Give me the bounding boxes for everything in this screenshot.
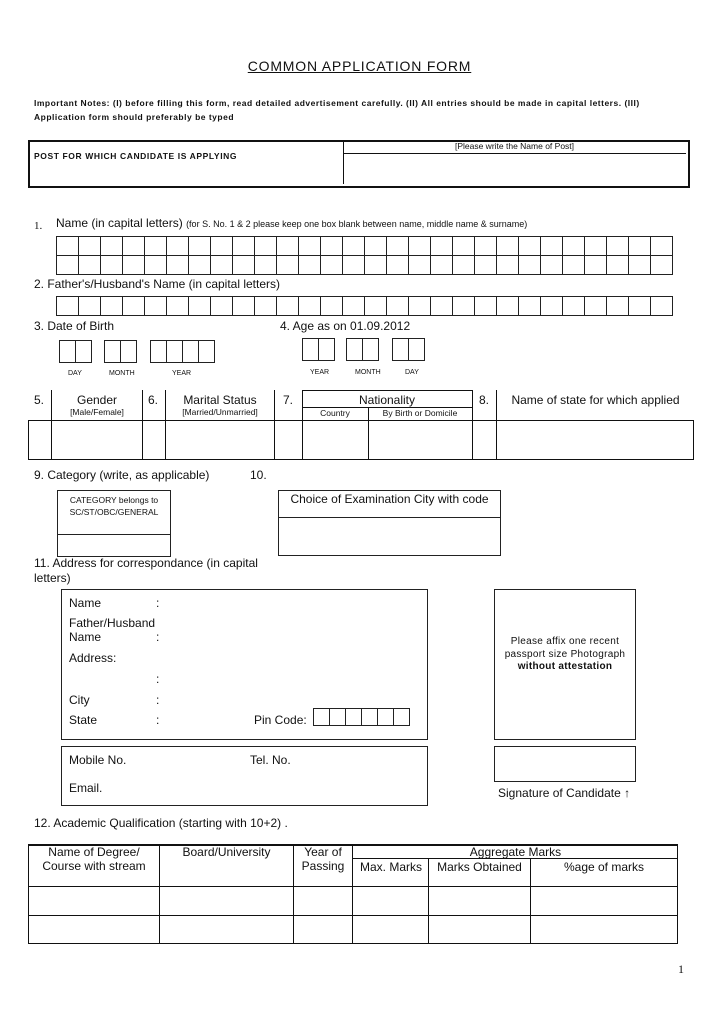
domicile-input[interactable] [369,422,471,459]
letter-box[interactable] [431,256,453,275]
letter-box[interactable] [607,256,629,275]
q12-label: 12. Academic Qualification (starting with 10+2) . [34,816,288,830]
form-title: COMMON APPLICATION FORM [247,58,472,74]
letter-box[interactable] [79,256,101,275]
letter-box[interactable] [541,237,563,256]
addr-name-label: Name [69,596,102,610]
post-hint: [Please write the Name of Post] [454,141,575,151]
letter-box[interactable] [629,297,651,316]
letter-box[interactable] [277,256,299,275]
letter-box[interactable] [387,256,409,275]
letter-box[interactable] [299,237,321,256]
letter-box[interactable] [651,256,673,275]
letter-box[interactable] [651,297,673,316]
addr-state-colon: : [156,713,160,727]
letter-box[interactable] [563,237,585,256]
letter-box[interactable] [629,256,651,275]
q4-label: 4. Age as on 01.09.2012 [280,319,411,333]
page-number: 1 [678,962,684,976]
age-month-boxes[interactable] [346,338,378,366]
letter-box[interactable] [189,297,211,316]
letter-box[interactable] [607,237,629,256]
letter-box[interactable] [189,256,211,275]
category-divider [57,534,171,535]
col-board: Board/University [182,845,271,859]
letter-box[interactable] [585,256,607,275]
exam-city-divider [278,517,501,518]
letter-box[interactable] [563,256,585,275]
age-year-label: YEAR [310,369,330,376]
letter-box[interactable] [211,297,233,316]
exam-city-label: Choice of Examination City with code [290,492,489,506]
q6-number: 6. [148,393,159,407]
letter-box[interactable] [101,237,123,256]
letter-box[interactable] [211,237,233,256]
letter-box[interactable] [409,256,431,275]
letter-box[interactable] [167,297,189,316]
letter-box[interactable] [101,297,123,316]
contact-input[interactable] [130,750,420,800]
post-label: POST FOR WHICH CANDIDATE IS APPLYING [34,151,238,161]
letter-box[interactable] [123,256,145,275]
q11-label: 11. Address for correspondance (in capital letters) [34,556,258,585]
col-degree: Name of Degree/ Course with stream [42,845,146,873]
important-notes: Important Notes: (I) before filling this form, read detailed advertisement carefully. (II) All entries should be made in capital letters. (III) Application form should preferably be typed [34,98,640,122]
state-input[interactable] [497,422,692,459]
letter-box[interactable] [299,256,321,275]
signature-label: Signature of Candidate ↑ [498,786,631,800]
dob-year-boxes[interactable] [150,340,214,368]
marital-hint: [Married/Unmarried] [182,407,258,417]
age-month-label: MONTH [355,369,381,376]
letter-box[interactable] [497,256,519,275]
addr-name-colon: : [156,596,160,610]
country-label: Country [320,408,350,418]
letter-box[interactable] [211,256,233,275]
letter-box[interactable] [453,256,475,275]
letter-box[interactable] [541,297,563,316]
q5-number: 5. [34,393,45,407]
letter-box[interactable] [57,297,79,316]
addr-address-label: Address: [69,651,117,665]
letter-box[interactable] [519,237,541,256]
letter-box[interactable] [651,237,673,256]
letter-box[interactable] [255,256,277,275]
age-year-boxes[interactable] [302,338,334,366]
country-input[interactable] [303,422,367,459]
letter-box[interactable] [585,237,607,256]
marital-label: Marital Status [183,393,257,407]
letter-box[interactable] [255,297,277,316]
name-boxes[interactable] [56,236,673,275]
letter-box[interactable] [563,297,585,316]
col-marks-obtained: Marks Obtained [437,860,522,874]
q1-label: Name (in capital letters) (for S. No. 1 & 2 please keep one box blank between name, middle name & surname) [56,216,528,230]
dob-month-label: MONTH [109,370,135,377]
letter-box[interactable] [233,297,255,316]
letter-box[interactable] [343,256,365,275]
letter-box[interactable] [145,256,167,275]
q8-number: 8. [479,393,490,407]
letter-box[interactable] [167,237,189,256]
letter-box[interactable] [629,237,651,256]
gender-hint: [Male/Female] [70,407,124,417]
col-year: Year of Passing [301,845,345,873]
letter-box[interactable] [519,297,541,316]
marital-input[interactable] [166,422,273,459]
tel-label: Tel. No. [250,753,291,767]
nationality-label: Nationality [358,393,416,407]
letter-box[interactable] [123,237,145,256]
q9-label: 9. Category (write, as applicable) [34,468,210,482]
letter-box[interactable] [277,237,299,256]
dob-month-boxes[interactable] [104,340,136,368]
letter-box[interactable] [585,297,607,316]
letter-box[interactable] [79,297,101,316]
addr-city-label: City [69,693,90,707]
letter-box[interactable] [321,237,343,256]
letter-box[interactable] [145,237,167,256]
father-name-boxes[interactable] [56,296,673,316]
letter-box[interactable] [101,256,123,275]
letter-box[interactable] [431,297,453,316]
col-max-marks: Max. Marks [359,860,422,874]
letter-box[interactable] [497,237,519,256]
state-applied-label: Name of state for which applied [511,393,680,407]
letter-box[interactable] [343,237,365,256]
post-hint-divider [343,153,686,154]
col-percentage: %age of marks [563,860,645,874]
q10-number: 10. [250,468,267,482]
signature-box[interactable] [494,746,636,782]
letter-box[interactable] [189,237,211,256]
pin-code-boxes[interactable] [313,708,409,726]
letter-box[interactable] [233,237,255,256]
q1-number: 1. [34,220,43,232]
letter-box[interactable] [365,256,387,275]
letter-box[interactable] [57,237,79,256]
letter-box[interactable] [123,297,145,316]
photo-instruction: Please affix one recent passport size Photograph without attestation [504,636,626,672]
letter-box[interactable] [365,297,387,316]
age-day-boxes[interactable] [392,338,424,366]
age-day-label: DAY [405,369,419,376]
letter-box[interactable] [299,297,321,316]
addr-father-label: Father/Husband Name [69,616,156,644]
letter-box[interactable] [541,256,563,275]
q2-label: 2. Father's/Husband's Name (in capital letters) [34,277,281,291]
letter-box[interactable] [475,297,497,316]
letter-box[interactable] [607,297,629,316]
pin-code-label: Pin Code: [254,713,307,727]
letter-box[interactable] [387,297,409,316]
mobile-label: Mobile No. [69,753,127,767]
dob-year-label: YEAR [172,370,192,377]
letter-box[interactable] [321,256,343,275]
post-input[interactable] [345,155,684,182]
category-text: CATEGORY belongs to SC/ST/OBC/GENERAL [69,495,159,517]
letter-box[interactable] [387,237,409,256]
letter-box[interactable] [453,237,475,256]
letter-box[interactable] [365,237,387,256]
arrow-up-icon: ↑ [624,786,631,800]
birth-domicile-label: By Birth or Domicile [382,408,458,418]
letter-box[interactable] [57,256,79,275]
gender-input[interactable] [53,422,141,459]
letter-box[interactable] [233,256,255,275]
addr-state-label: State [69,713,98,727]
col-aggregate: Aggregate Marks [469,845,562,859]
letter-box[interactable] [255,237,277,256]
qualification-row[interactable] [29,887,677,915]
addr-father-colon: : [156,630,160,644]
email-label: Email. [69,781,103,795]
q3-label: 3. Date of Birth [34,319,115,333]
letter-box[interactable] [409,237,431,256]
letter-box[interactable] [475,256,497,275]
gender-label: Gender [76,393,118,407]
dob-day-boxes[interactable] [59,340,91,368]
letter-box[interactable] [277,297,299,316]
letter-box[interactable] [343,297,365,316]
q7-number: 7. [283,393,294,407]
letter-box[interactable] [519,256,541,275]
letter-box[interactable] [409,297,431,316]
addr-city-colon: : [156,693,160,707]
address-input[interactable] [170,594,420,704]
letter-box[interactable] [475,237,497,256]
qualification-row[interactable] [29,916,677,943]
letter-box[interactable] [497,297,519,316]
dob-day-label: DAY [68,370,82,377]
letter-box[interactable] [145,297,167,316]
letter-box[interactable] [167,256,189,275]
letter-box[interactable] [431,237,453,256]
letter-box[interactable] [321,297,343,316]
addr-address-colon: : [156,672,160,686]
letter-box[interactable] [453,297,475,316]
letter-box[interactable] [79,237,101,256]
